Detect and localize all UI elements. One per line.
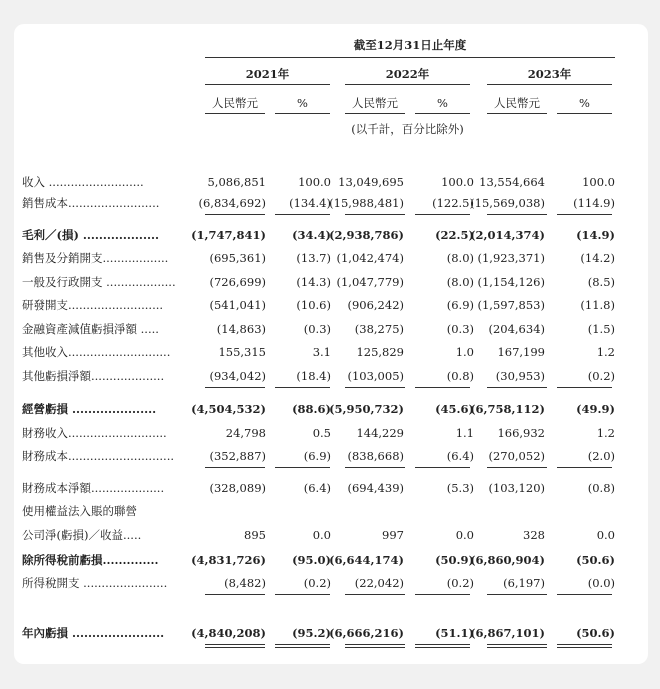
row-value: (15,569,038) — [470, 196, 545, 210]
row-value: (4,831,726) — [191, 553, 266, 567]
row-value: 895 — [244, 528, 266, 542]
row-label: 銷售成本......................... — [22, 196, 160, 210]
row-value: (1.5) — [587, 322, 615, 336]
row-value: (10.6) — [296, 298, 331, 312]
period-underline — [205, 57, 615, 58]
row-value: (103,005) — [347, 369, 404, 383]
row-value: 166,932 — [497, 426, 545, 440]
row-value: (6,666,216) — [329, 626, 404, 640]
row-value: (0.2) — [303, 576, 331, 590]
row-value: (50.6) — [576, 626, 615, 640]
row-value: (6.9) — [446, 298, 474, 312]
row-value: (6,867,101) — [470, 626, 545, 640]
row-value: (103,120) — [488, 481, 545, 495]
unit-note: (以千計，百分比除外) — [351, 122, 464, 136]
row-value: (50.6) — [576, 553, 615, 567]
year-2023: 2023年 — [527, 67, 572, 81]
subtotal-rule — [275, 387, 330, 388]
row-value: 100.0 — [582, 175, 615, 189]
year-2021: 2021年 — [245, 67, 290, 81]
row-label: 財務收入........................... — [22, 426, 167, 440]
row-label: 銷售及分銷開支.................. — [22, 251, 169, 265]
row-value: (6.9) — [303, 449, 331, 463]
row-label: 財務成本淨額.................... — [22, 481, 165, 495]
row-label: 金融資產減值虧損淨額 ..... — [22, 322, 159, 336]
row-value: (38,275) — [354, 322, 404, 336]
subtotal-rule — [487, 387, 547, 388]
row-value: (22,042) — [354, 576, 404, 590]
row-value: (134.4) — [289, 196, 331, 210]
row-value: (204,634) — [488, 322, 545, 336]
row-value: (270,052) — [488, 449, 545, 463]
year-2023-underline — [487, 84, 612, 85]
row-label: 年內虧損 ....................... — [22, 626, 165, 640]
subtotal-rule — [275, 594, 330, 595]
currency-2021: 人民幣元 — [212, 96, 258, 110]
row-value: (0.2) — [587, 369, 615, 383]
row-value: 0.0 — [596, 528, 615, 542]
row-value: (6.4) — [303, 481, 331, 495]
row-value: (14.2) — [580, 251, 615, 265]
row-label: 除所得稅前虧損.............. — [22, 553, 159, 567]
row-value: (51.1) — [435, 626, 474, 640]
row-value: (14.3) — [296, 275, 331, 289]
subtotal-rule — [415, 387, 470, 388]
row-label: 經營虧損 ..................... — [22, 402, 157, 416]
row-value: 1.2 — [596, 426, 615, 440]
subtotal-rule — [345, 467, 405, 468]
row-label: 財務成本............................. — [22, 449, 175, 463]
row-value: (6,758,112) — [470, 402, 545, 416]
row-value: 144,229 — [356, 426, 404, 440]
financial-statement-card — [14, 24, 648, 664]
row-value: (6,644,174) — [329, 553, 404, 567]
row-value: (5.3) — [446, 481, 474, 495]
row-value: (50.9) — [435, 553, 474, 567]
row-value: (30,953) — [495, 369, 545, 383]
row-value: (2,014,374) — [470, 228, 545, 242]
row-value: (18.4) — [296, 369, 331, 383]
subtotal-rule — [487, 594, 547, 595]
row-value: 0.5 — [312, 426, 331, 440]
row-value: (14.9) — [576, 228, 615, 242]
row-label: 其他虧損淨額.................... — [22, 369, 165, 383]
row-value: (122.5) — [432, 196, 474, 210]
row-value: (45.6) — [435, 402, 474, 416]
total-double-rule — [275, 644, 330, 648]
row-value: (88.6) — [292, 402, 331, 416]
row-value: (1,747,841) — [191, 228, 266, 242]
row-value: (0.3) — [303, 322, 331, 336]
row-value: (906,242) — [347, 298, 404, 312]
row-value: (0.8) — [587, 481, 615, 495]
row-value: (0.0) — [587, 576, 615, 590]
row-value: (8,482) — [224, 576, 266, 590]
currency-2023: 人民幣元 — [494, 96, 540, 110]
pct-2023: % — [579, 96, 590, 110]
year-2021-underline — [205, 84, 330, 85]
row-value: (8.5) — [587, 275, 615, 289]
row-value: 1.0 — [455, 345, 474, 359]
total-double-rule — [205, 644, 265, 648]
row-value: 13,049,695 — [338, 175, 404, 189]
row-label: 一般及行政開支 ................... — [22, 275, 176, 289]
row-value: (14,863) — [216, 322, 266, 336]
row-value: 0.0 — [455, 528, 474, 542]
row-value: (49.9) — [576, 402, 615, 416]
row-value: (352,887) — [209, 449, 266, 463]
subtotal-rule — [487, 467, 547, 468]
row-value: (726,699) — [209, 275, 266, 289]
year-2022: 2022年 — [385, 67, 430, 81]
row-value: (1,923,371) — [477, 251, 545, 265]
row-value: (1,154,126) — [477, 275, 545, 289]
row-label: 毛利／(損) ................... — [22, 228, 159, 242]
row-value: (694,439) — [347, 481, 404, 495]
row-value: (8.0) — [446, 251, 474, 265]
row-value: (8.0) — [446, 275, 474, 289]
row-value: 125,829 — [356, 345, 404, 359]
subtotal-rule — [345, 594, 405, 595]
row-value: (0.2) — [446, 576, 474, 590]
row-value: (934,042) — [209, 369, 266, 383]
row-label: 研發開支.......................... — [22, 298, 164, 312]
subtotal-rule — [487, 214, 547, 215]
currency-2022: 人民幣元 — [352, 96, 398, 110]
subtotal-rule — [205, 467, 265, 468]
row-value: 13,554,664 — [479, 175, 545, 189]
row-label: 其他收入............................ — [22, 345, 171, 359]
subtotal-rule — [557, 214, 612, 215]
pct-2021: % — [297, 96, 308, 110]
row-value: 3.1 — [312, 345, 331, 359]
row-value: 24,798 — [225, 426, 266, 440]
row-value: (15,988,481) — [329, 196, 404, 210]
row-value: (838,668) — [347, 449, 404, 463]
total-double-rule — [487, 644, 547, 648]
row-value: (114.9) — [573, 196, 615, 210]
row-value: (5,950,732) — [329, 402, 404, 416]
row-value: (95.0) — [292, 553, 331, 567]
row-label: 公司淨(虧損)／收益..... — [22, 528, 142, 542]
row-value: (6,197) — [503, 576, 545, 590]
subtotal-rule — [275, 467, 330, 468]
subtotal-rule — [345, 214, 405, 215]
total-double-rule — [415, 644, 470, 648]
row-value: 997 — [382, 528, 404, 542]
row-value: 5,086,851 — [207, 175, 266, 189]
year-2022-underline — [345, 84, 470, 85]
row-label: 所得稅開支 ....................... — [22, 576, 168, 590]
row-value: 100.0 — [298, 175, 331, 189]
row-value: 155,315 — [218, 345, 266, 359]
row-value: (6.4) — [446, 449, 474, 463]
pct-2022: % — [437, 96, 448, 110]
row-value: (695,361) — [209, 251, 266, 265]
subtotal-rule — [275, 214, 330, 215]
row-value: 1.2 — [596, 345, 615, 359]
row-value: (1,597,853) — [477, 298, 545, 312]
subtotal-rule — [345, 387, 405, 388]
total-double-rule — [557, 644, 612, 648]
row-value: (541,041) — [209, 298, 266, 312]
row-value: 1.1 — [455, 426, 474, 440]
row-value: (11.8) — [580, 298, 615, 312]
row-label: 收入 .......................... — [22, 175, 144, 189]
subtotal-rule — [205, 594, 265, 595]
subtotal-rule — [557, 387, 612, 388]
row-label-prefix: 使用權益法入賬的聯營 — [22, 504, 137, 518]
row-value: 328 — [523, 528, 545, 542]
row-value: (1,047,779) — [336, 275, 404, 289]
row-value: (22.5) — [435, 228, 474, 242]
row-value: (4,504,532) — [191, 402, 266, 416]
row-value: (13.7) — [296, 251, 331, 265]
row-value: (0.3) — [446, 322, 474, 336]
row-value: (34.4) — [292, 228, 331, 242]
subtotal-rule — [557, 594, 612, 595]
row-value: (6,860,904) — [470, 553, 545, 567]
row-value: (1,042,474) — [336, 251, 404, 265]
row-value: (0.8) — [446, 369, 474, 383]
row-value: (328,089) — [209, 481, 266, 495]
row-value: 0.0 — [312, 528, 331, 542]
subtotal-rule — [205, 387, 265, 388]
subtotal-rule — [205, 214, 265, 215]
row-value: 167,199 — [497, 345, 545, 359]
row-value: (95.2) — [292, 626, 331, 640]
total-double-rule — [345, 644, 405, 648]
subtotal-rule — [415, 467, 470, 468]
subtotal-rule — [557, 467, 612, 468]
subtotal-rule — [415, 214, 470, 215]
row-value: (4,840,208) — [191, 626, 266, 640]
period-header: 截至12月31日止年度 — [353, 38, 467, 52]
subtotal-rule — [415, 594, 470, 595]
row-value: (2,938,786) — [329, 228, 404, 242]
row-value: 100.0 — [441, 175, 474, 189]
row-value: (6,834,692) — [198, 196, 266, 210]
row-value: (2.0) — [587, 449, 615, 463]
